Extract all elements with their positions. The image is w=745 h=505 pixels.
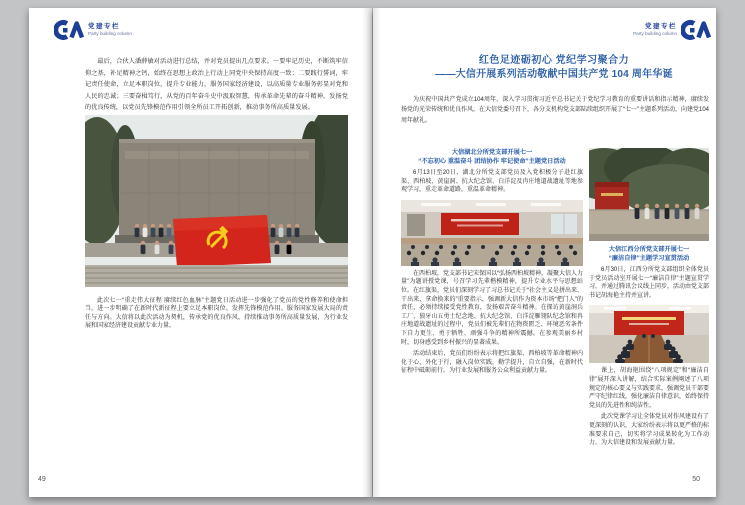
page-header-right <box>633 19 711 41</box>
brand-logo-icon <box>54 19 84 41</box>
jiangxi-caption-line2: “廉洁自律”主题学习宣贯活动 <box>608 255 690 262</box>
brand-name: 党建专栏 <box>88 23 120 30</box>
brand-block <box>633 23 677 37</box>
page-header-left <box>54 19 132 41</box>
brand-subtitle: Party building column <box>633 31 677 36</box>
memorial-group-photo <box>85 115 348 287</box>
article-title-block <box>399 54 709 82</box>
page-number-right: 50 <box>692 476 700 483</box>
brand-logo-icon <box>681 19 711 41</box>
column-jiangxi <box>589 148 709 451</box>
hubei-paragraph-2: 在西柏坡，党支部书记宋保国以“弘扬西柏坡精神，凝聚大信人力量”为题讲授党课，号召学习先辈楷模精神，提升专业水平与思想站位。在红旗渠，党员们深刻学习了习总书记关于“社会主义是拼出来、干出来、拿命换来的”重要指示，强调新大信作为资本市场“把门人”的责任，必须持续接受党性教育，发扬艰苦奋斗精神。在探访黄崖洞兵工厂、狼牙山五勇士纪念地、抗大纪念馆、白洋淀雁翎队纪念馆和冉庄地道战遗址的过程中，党员们被先辈们在物资匮乏、环境恶劣条件下自力更生、勇于牺牲、顽强斗争的精神所震撼。在参观美丽乡村时，切身感受到乡村振兴的显著成果。 <box>401 270 583 346</box>
jiangxi-classroom-photo <box>589 305 709 363</box>
hubei-paragraph-1: 6月13日至20日，湖北分所党支部党员及入党积极分子赴红旗渠、西柏坡、黄崖洞、抗大纪念馆、白洋淀及冉庄地道战遗址等地参观学习，重走革命道路，重温革命精神。 <box>401 170 583 194</box>
page-right <box>373 8 716 497</box>
jiangxi-caption <box>589 245 709 263</box>
closing-paragraph: 最后，合伙人潘薛敏对活动进行总结，并对党员提出几点要求。一要牢记历史，不断筑牢信仰之基，补足精神之钙，始终在思想上政治上行动上同党中央保持高度一致；二要践行誓词，牢记责任使命，立足本职岗位，提升专业能力，服务国家经济建设，以高质量专业服务彰显对党和人民的忠诚；三要奋楫笃行，从党的百年奋斗史中汲取智慧，传承革命先辈的奋斗精神，发扬党的优良传统，以党员先锋模范作用引领全所员工开拓创新，推动事务所高质量发展。 <box>85 58 348 112</box>
brand-name: 党建专栏 <box>645 23 677 30</box>
jiangxi-paragraph-1: 6月30日，江西分所党支部组织全体党员于党员活动室开展七一“廉洁自律”主题宣贯学习，并通过腾讯会议线上同步，活动由党支部书记胡海艳主持并宣讲。 <box>589 267 710 299</box>
jiangxi-caption-line1: 大信江西分所党支部开展七一 <box>608 246 690 253</box>
hubei-caption <box>401 148 583 166</box>
hubei-paragraph-3: 活动结束后，党员们纷纷表示将把红旗渠、西柏坡等革命精神内化于心、外化于行，融入岗位实践，勤学提升，自立自强，在新时代征程中砥砺前行，为行业发展和服务公众利益贡献力量。 <box>401 351 583 375</box>
activity-summary-paragraph: 此次七一“重走伟大征程 赓续红色血脉”主题党日活动进一步强化了党员的党性修养和使命担当，进一步明确了在新时代新征程上要立足本职岗位、发挥先锋模范作用、服务国家发展大局的责任与方向。大信将以此次活动为契机，传承党的优良作风，持续推动事务所高质量发展，为行业发展和国家经济建设贡献专业力量。 <box>85 298 348 330</box>
article-title: 红色足迹砺初心 党纪学习聚合力 <box>478 55 630 66</box>
hubei-caption-line2: “不忘初心 重温奋斗 团结协作 牢记使命”主题党日活动 <box>418 158 566 165</box>
column-hubei <box>401 148 583 451</box>
page-number-left: 49 <box>38 476 46 483</box>
brand-subtitle: Party building column <box>88 31 132 36</box>
brand-block <box>88 23 132 37</box>
two-column-area <box>401 148 709 451</box>
hubei-meeting-photo <box>401 200 583 266</box>
article-subtitle: ——大信开展系列活动敬献中国共产党 104 周年华诞 <box>435 69 673 80</box>
site-visit-photo <box>589 148 709 241</box>
cpc-flag <box>173 215 271 267</box>
page-left <box>29 8 372 497</box>
hubei-caption-line1: 大信湖北分所党支部开展七一 <box>451 149 533 156</box>
jiangxi-paragraph-3: 此次党课学习让全体党员对作风建设有了更深刻的认识，大家纷纷表示将以更严格的标准要求自己，切实将学习成果转化为工作动力，为大信建设和发展贡献力量。 <box>589 414 710 447</box>
jiangxi-paragraph-2: 课上，胡海艳围绕“八项规定”和“廉洁自律”展开深入讲解，结合实际案例阐述了八项规定的核心要义与实践要求，强调党员干部要严守纪律红线，强化廉洁自律意识，始终保持党员的先进性和纯洁性。 <box>589 368 710 409</box>
intro-paragraph: 为庆祝中国共产党成立104周年，深入学习贯彻习近平总书记关于党纪学习教育的重要讲话和指示精神，赓续发扬党的光荣传统和优良作风，在大信党委号召下，各分支机构党支部陆续组织开展了“七一”主题系列活动，向建党104周年献礼。 <box>401 97 710 124</box>
